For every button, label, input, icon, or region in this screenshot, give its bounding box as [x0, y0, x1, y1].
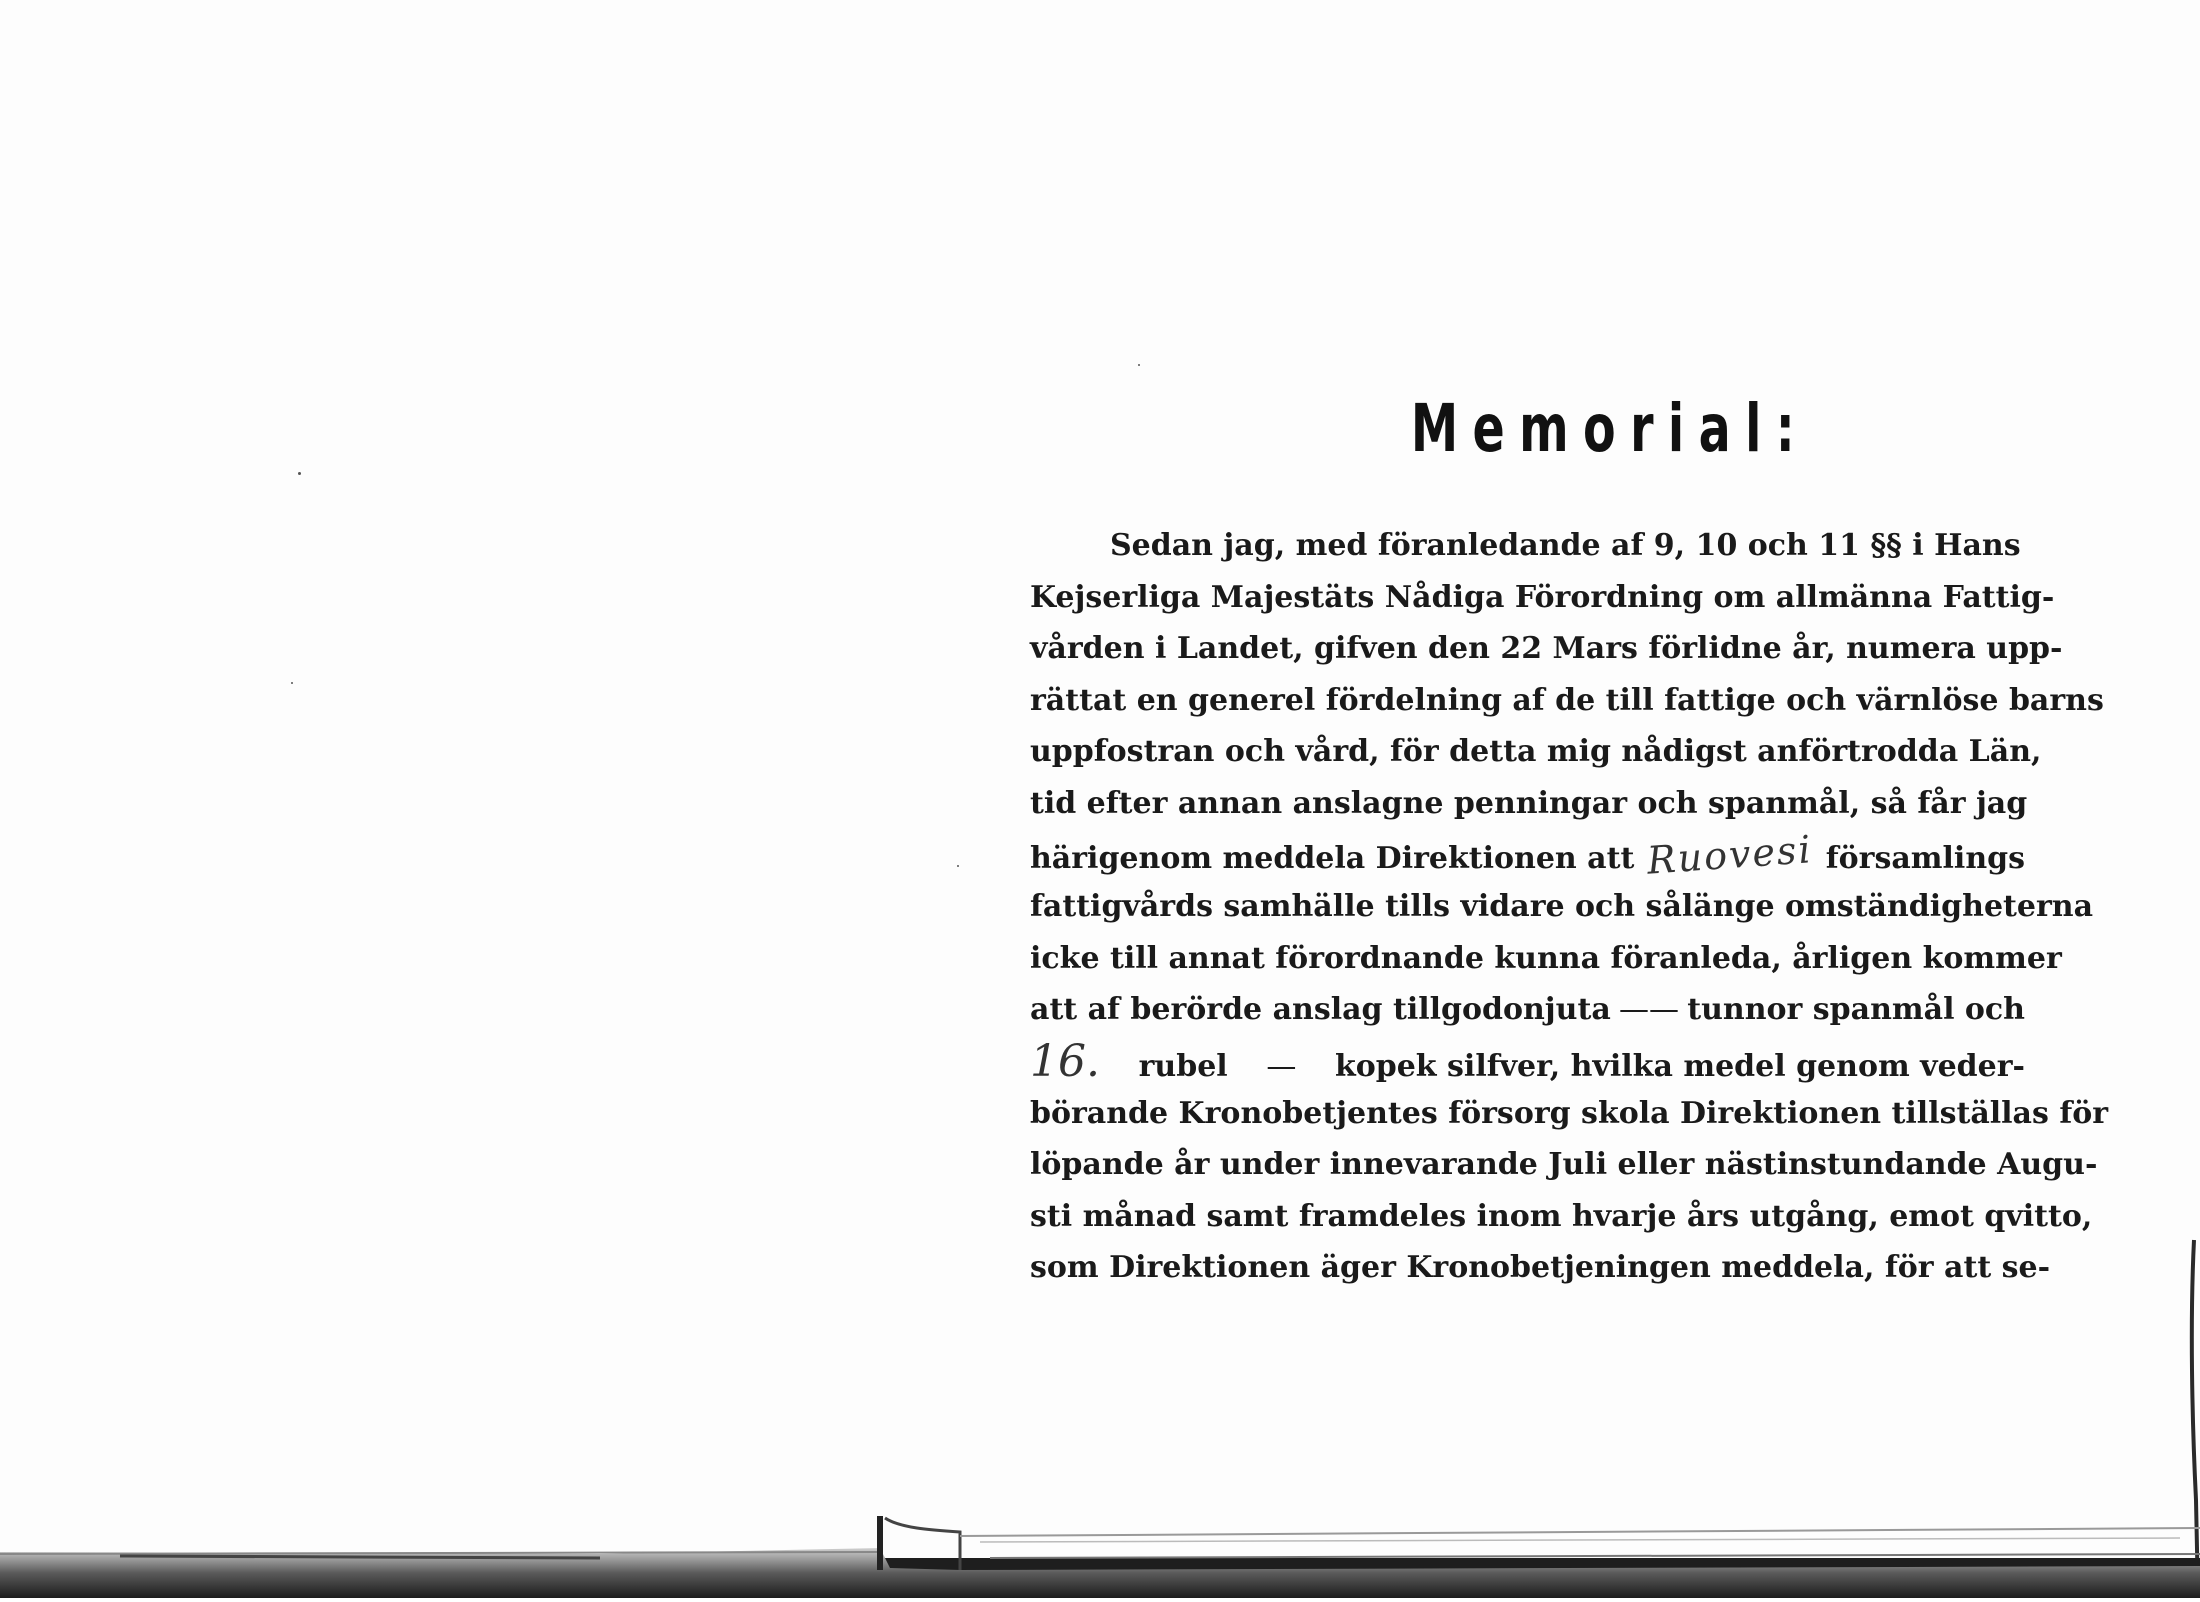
text-line — [1030, 1242, 2051, 1294]
line-text: vården i Landet, gifven den 22 Mars förlidne år, numera upp- — [1030, 631, 2063, 667]
line-text: kopek silfver, hvilka medel genom veder- — [1334, 1048, 2025, 1084]
line-text: icke till annat förordnande kunna föranleda, årligen kommer — [1030, 940, 2062, 976]
text-line — [1030, 826, 2025, 883]
text-line — [1030, 726, 2042, 778]
paper-speck — [1138, 364, 1140, 366]
document-title: Memorial: — [1410, 390, 1810, 467]
text-line — [1030, 778, 2028, 830]
paper-speck — [291, 682, 293, 684]
line-text: löpande år under innevarande Juli eller nästinstundande Augu- — [1030, 1147, 2098, 1183]
line-text: uppfostran och vård, för detta mig nådigst anförtrodda Län, — [1030, 734, 2042, 770]
line-text: rättat en generel fördelning af de till fattige och värnlöse barns — [1030, 682, 2104, 718]
line-text: fattigvårds samhälle tills vidare och sålänge omständigheterna — [1030, 889, 2094, 925]
blank-dash: —— — [1619, 992, 1679, 1028]
line-text: som Direktionen äger Kronobetjeningen meddela, för att se- — [1030, 1250, 2051, 1286]
memorial-body — [1030, 520, 2109, 1294]
handwritten-parish-name: Ruovesi — [1645, 826, 1815, 883]
handwritten-amount: 16. — [1030, 1035, 1100, 1087]
book-bottom-edge — [0, 1508, 2200, 1598]
text-line — [1030, 675, 2104, 727]
text-line — [1030, 623, 2063, 675]
line-text: börande Kronobetjentes försorg skola Direktionen tillställas för — [1030, 1095, 2109, 1131]
paper-speck — [298, 472, 301, 475]
blank-dash: — — [1266, 1048, 1297, 1084]
text-line — [1030, 1191, 2093, 1243]
line-text: härigenom meddela Direktionen att — [1030, 840, 1635, 876]
text-line — [1030, 933, 2062, 985]
paper-speck — [957, 865, 959, 867]
line-text: församlings — [1825, 840, 2025, 876]
line-text: Kejserliga Majestäts Nådiga Förordning om allmänna Fattig- — [1030, 579, 2055, 615]
line-text: att af berörde anslag tillgodonjuta — [1030, 992, 1611, 1028]
line-text: rubel — [1138, 1048, 1228, 1084]
line-text: tid efter annan anslagne penningar och spanmål, så får jag — [1030, 785, 2028, 821]
text-line — [1030, 984, 2025, 1036]
text-line — [1030, 1088, 2109, 1140]
text-line — [1030, 881, 2094, 933]
text-line — [1030, 1036, 2025, 1088]
line-text: sti månad samt framdeles inom hvarje års utgång, emot qvitto, — [1030, 1198, 2093, 1234]
line-text: Sedan jag, med föranledande af 9, 10 och 11 §§ i Hans — [1110, 528, 2021, 563]
text-line — [1030, 520, 2025, 572]
line-text: tunnor spanmål och — [1687, 992, 2025, 1028]
text-line — [1030, 1139, 2098, 1191]
text-line — [1030, 572, 2055, 624]
